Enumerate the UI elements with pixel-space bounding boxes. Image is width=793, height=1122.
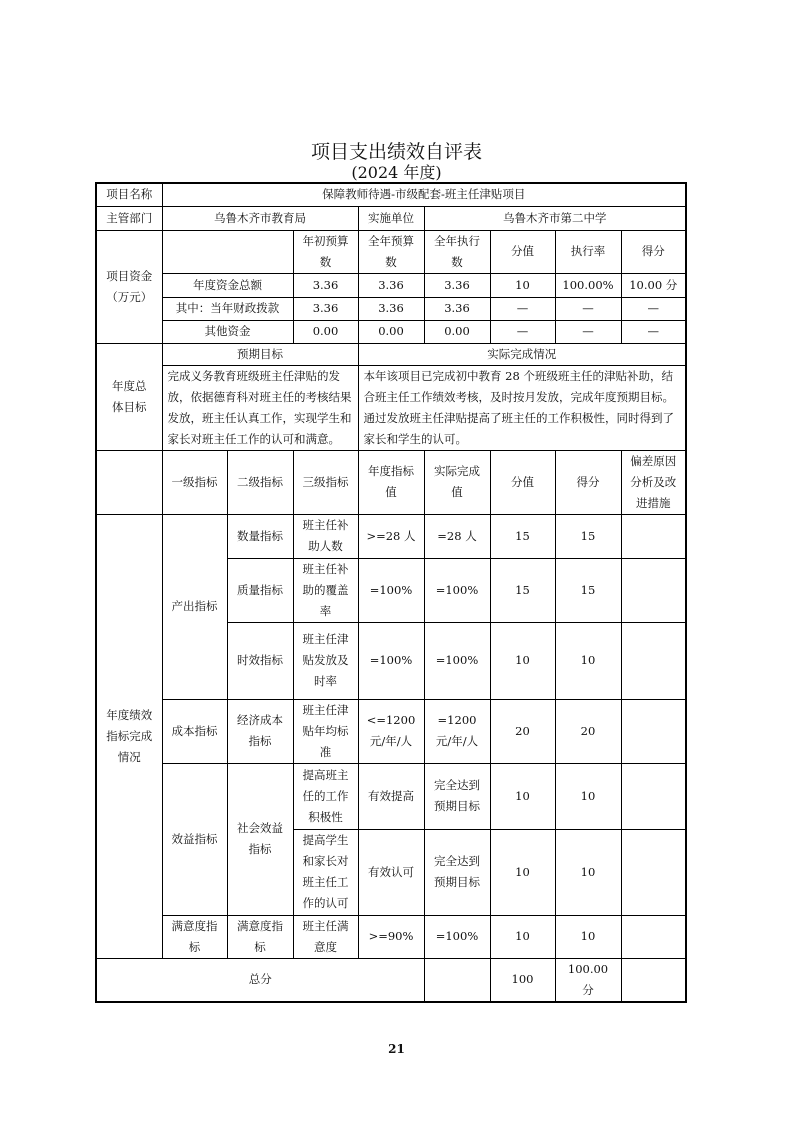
funds-header: 全年预算数	[358, 230, 424, 273]
funds-header: 分值	[490, 230, 555, 273]
dept-label: 主管部门	[96, 206, 162, 230]
target-value: >=28 人	[358, 514, 424, 558]
actual-value: =100%	[424, 915, 490, 958]
performance-table	[95, 182, 687, 1003]
level3-indicator: 班主任满意度	[293, 915, 358, 958]
total-score: 100.00 分	[555, 958, 621, 1002]
level2-indicator: 数量指标	[227, 514, 293, 558]
actual-value: 完全达到预期目标	[424, 829, 490, 915]
level1-indicator: 产出指标	[162, 514, 227, 699]
deviation-note	[621, 763, 686, 829]
impl-label: 实施单位	[358, 206, 424, 230]
target-value: >=90%	[358, 915, 424, 958]
indicator-header: 年度指标值	[358, 450, 424, 514]
funds-cell: 3.36	[293, 273, 358, 297]
funds-cell: —	[555, 320, 621, 343]
indicator-header: 一级指标	[162, 450, 227, 514]
funds-cell: 3.36	[358, 273, 424, 297]
indicator-header: 得分	[555, 450, 621, 514]
level2-indicator: 质量指标	[227, 558, 293, 622]
score: 15	[555, 514, 621, 558]
funds-row-label: 年度资金总额	[162, 273, 293, 297]
document-subtitle: (2024 年度)	[351, 163, 442, 182]
level1-indicator: 成本指标	[162, 699, 227, 763]
deviation-note	[621, 514, 686, 558]
deviation-note	[621, 915, 686, 958]
expected-goal-text: 完成义务教育班级班主任津贴的发放，依据德育科对班主任的考核结果发放，班主任认真工作，实现学生和家长对班主任工作的认可和满意。	[162, 365, 358, 450]
funds-row-label: 其他资金	[162, 320, 293, 343]
expected-goal-label: 预期目标	[162, 343, 358, 365]
document-title: 项目支出绩效自评表	[310, 141, 482, 163]
project-name-label: 项目名称	[96, 183, 162, 206]
actual-value: =100%	[424, 558, 490, 622]
level3-indicator: 班主任津贴发放及时率	[293, 622, 358, 699]
total-blank	[424, 958, 490, 1002]
indicator-header: 二级指标	[227, 450, 293, 514]
target-value: 有效认可	[358, 829, 424, 915]
score: 15	[555, 558, 621, 622]
target-value: <=1200 元/年/人	[358, 699, 424, 763]
total-note	[621, 958, 686, 1002]
actual-result-label: 实际完成情况	[358, 343, 686, 365]
funds-cell: 0.00	[293, 320, 358, 343]
level3-indicator: 提高班主任的工作积极性	[293, 763, 358, 829]
level2-indicator: 社会效益指标	[227, 763, 293, 915]
funds-header: 年初预算数	[293, 230, 358, 273]
target-value: =100%	[358, 622, 424, 699]
funds-cell: 3.36	[424, 297, 490, 320]
actual-value: =1200 元/年/人	[424, 699, 490, 763]
score-value: 10	[490, 622, 555, 699]
funds-label: 项目资金 （万元）	[96, 230, 162, 343]
level2-indicator: 满意度指标	[227, 915, 293, 958]
deviation-note	[621, 558, 686, 622]
score-value: 10	[490, 829, 555, 915]
score: 10	[555, 829, 621, 915]
score: 10	[555, 915, 621, 958]
deviation-note	[621, 829, 686, 915]
actual-result-text: 本年该项目已完成初中教育 28 个班级班主任的津贴补助，结合班主任工作绩效考核，及时按月发放，完成年度预期目标。通过发放班主任津贴提高了班主任的工作积极性，同时得到了家长和学生的认可。	[358, 365, 686, 450]
indicators-section-label: 年度绩效指标完成情况	[96, 514, 162, 958]
score: 20	[555, 699, 621, 763]
indicator-header: 实际完成值	[424, 450, 490, 514]
funds-cell: —	[490, 320, 555, 343]
goals-label: 年度总体目标	[96, 343, 162, 450]
level3-indicator: 班主任津贴年均标准	[293, 699, 358, 763]
indicator-header: 分值	[490, 450, 555, 514]
deviation-note	[621, 622, 686, 699]
funds-cell: —	[490, 297, 555, 320]
funds-cell: 10.00 分	[621, 273, 686, 297]
actual-value: 完全达到预期目标	[424, 763, 490, 829]
page-number: 21	[388, 1042, 405, 1056]
deviation-note	[621, 699, 686, 763]
score-value: 20	[490, 699, 555, 763]
level1-indicator: 效益指标	[162, 763, 227, 915]
level1-indicator: 满意度指标	[162, 915, 227, 958]
indicator-header: 三级指标	[293, 450, 358, 514]
funds-cell: 0.00	[424, 320, 490, 343]
funds-row-label: 其中：当年财政拨款	[162, 297, 293, 320]
indicator-header-blank	[96, 450, 162, 514]
score-value: 10	[490, 915, 555, 958]
funds-cell: 0.00	[358, 320, 424, 343]
indicator-header: 偏差原因分析及改进措施	[621, 450, 686, 514]
score: 10	[555, 622, 621, 699]
funds-cell: —	[621, 297, 686, 320]
level2-indicator: 经济成本指标	[227, 699, 293, 763]
funds-header: 执行率	[555, 230, 621, 273]
level3-indicator: 班主任补助的覆盖率	[293, 558, 358, 622]
funds-cell: 10	[490, 273, 555, 297]
impl-unit: 乌鲁木齐市第二中学	[424, 206, 686, 230]
funds-cell: —	[555, 297, 621, 320]
funds-header-blank	[162, 230, 293, 273]
dept: 乌鲁木齐市教育局	[162, 206, 358, 230]
funds-cell: 3.36	[293, 297, 358, 320]
funds-cell: 3.36	[358, 297, 424, 320]
level3-indicator: 提高学生和家长对班主任工作的认可	[293, 829, 358, 915]
funds-cell: 3.36	[424, 273, 490, 297]
score-value: 10	[490, 763, 555, 829]
actual-value: =100%	[424, 622, 490, 699]
total-label: 总分	[96, 958, 424, 1002]
level2-indicator: 时效指标	[227, 622, 293, 699]
funds-header: 得分	[621, 230, 686, 273]
level3-indicator: 班主任补助人数	[293, 514, 358, 558]
actual-value: =28 人	[424, 514, 490, 558]
target-value: 有效提高	[358, 763, 424, 829]
target-value: =100%	[358, 558, 424, 622]
funds-cell: —	[621, 320, 686, 343]
score: 10	[555, 763, 621, 829]
score-value: 15	[490, 514, 555, 558]
project-name: 保障教师待遇-市级配套-班主任津贴项目	[162, 183, 686, 206]
funds-header: 全年执行数	[424, 230, 490, 273]
total-score-value: 100	[490, 958, 555, 1002]
funds-cell: 100.00%	[555, 273, 621, 297]
score-value: 15	[490, 558, 555, 622]
